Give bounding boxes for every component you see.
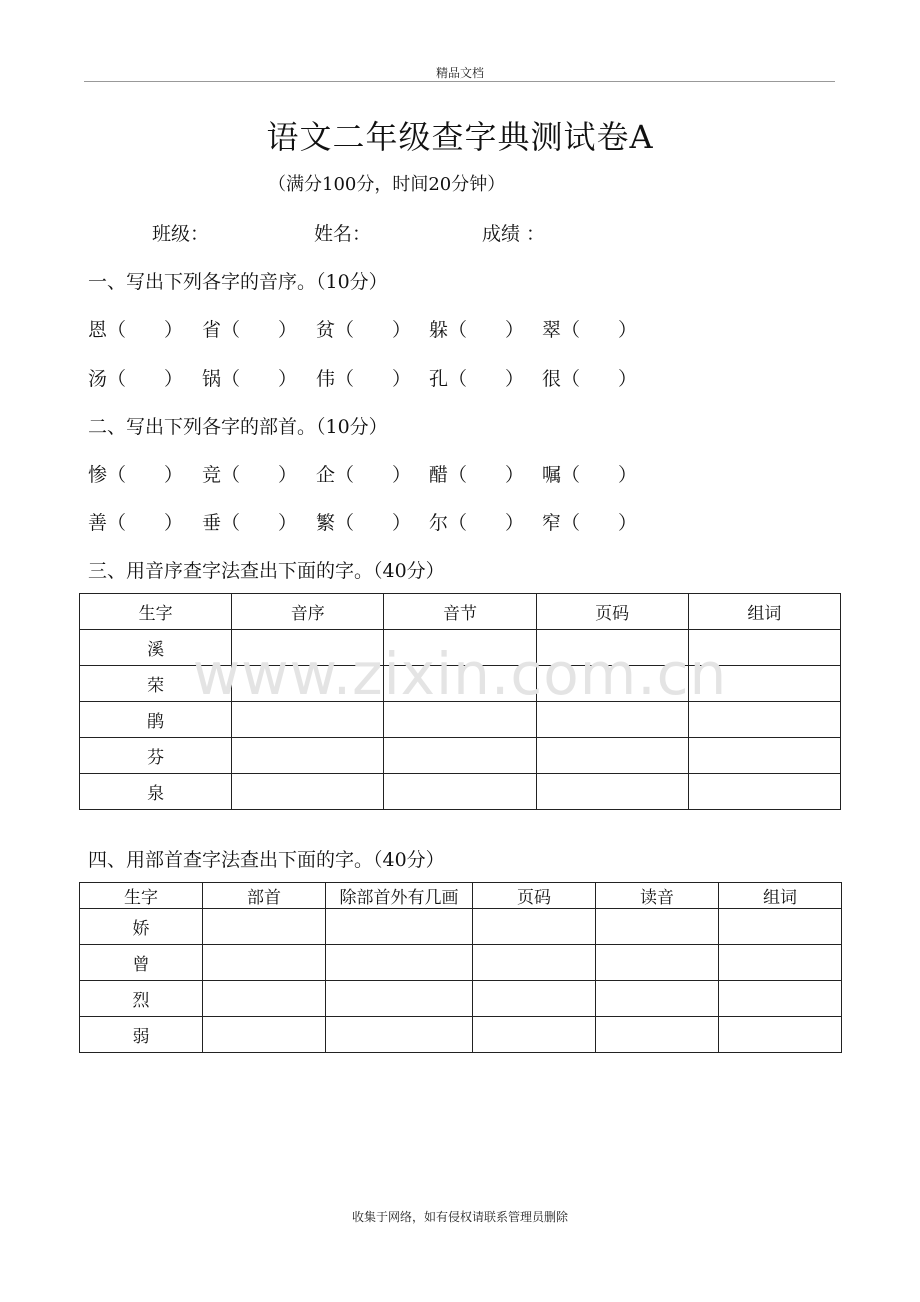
character-cell: 荣 xyxy=(80,666,232,702)
answer-item: 省（ ） xyxy=(202,319,298,341)
column-header: 除部首外有几画 xyxy=(326,883,473,909)
character-cell: 芬 xyxy=(80,738,232,774)
score-label: 成绩 ： xyxy=(482,223,546,245)
answer-cell[interactable] xyxy=(384,738,536,774)
answer-item: 很（ ） xyxy=(542,368,638,390)
answer-cell[interactable] xyxy=(536,774,688,810)
answer-cell[interactable] xyxy=(326,1017,473,1053)
answer-cell[interactable] xyxy=(203,945,326,981)
class-label: 班级： xyxy=(152,223,210,245)
answer-item: 善（ ） xyxy=(88,512,184,534)
column-header: 生字 xyxy=(80,594,232,630)
character-cell: 弱 xyxy=(80,1017,203,1053)
section-4-heading: 四、用部首查字法查出下面的字。（40分） xyxy=(88,849,445,871)
answer-cell[interactable] xyxy=(203,1017,326,1053)
radical-lookup-table xyxy=(79,882,842,1053)
answer-cell[interactable] xyxy=(203,981,326,1017)
character-cell: 曾 xyxy=(80,945,203,981)
page-title: 语文二年级查字典测试卷A xyxy=(266,118,654,156)
answer-item: 企（ ） xyxy=(316,464,412,486)
answer-item: 汤（ ） xyxy=(88,368,184,390)
section-2-heading: 二、写出下列各字的部首。（10分） xyxy=(88,416,388,438)
answer-item: 惨（ ） xyxy=(88,464,184,486)
column-header: 页码 xyxy=(536,594,688,630)
character-cell: 溪 xyxy=(80,630,232,666)
table-row xyxy=(80,909,842,945)
answer-cell[interactable] xyxy=(203,909,326,945)
answer-cell[interactable] xyxy=(473,945,596,981)
section-1-heading: 一、写出下列各字的音序。（10分） xyxy=(88,271,388,293)
column-header: 生字 xyxy=(80,883,203,909)
answer-item: 尔（ ） xyxy=(429,512,525,534)
answer-cell[interactable] xyxy=(596,945,719,981)
answer-item: 锅（ ） xyxy=(202,368,298,390)
answer-item: 繁（ ） xyxy=(316,512,412,534)
answer-cell[interactable] xyxy=(326,909,473,945)
answer-item: 垂（ ） xyxy=(202,512,298,534)
column-header: 组词 xyxy=(719,883,842,909)
column-header: 组词 xyxy=(688,594,840,630)
page-subtitle: （满分100分，时间20分钟） xyxy=(268,174,506,195)
header-divider xyxy=(84,81,835,82)
answer-cell[interactable] xyxy=(719,909,842,945)
page-header: 精品文档 xyxy=(435,66,484,80)
answer-cell[interactable] xyxy=(688,774,840,810)
answer-cell[interactable] xyxy=(596,1017,719,1053)
character-cell: 鹃 xyxy=(80,702,232,738)
table-row xyxy=(80,774,841,810)
answer-cell[interactable] xyxy=(719,981,842,1017)
answer-cell[interactable] xyxy=(232,738,384,774)
answer-item: 躲（ ） xyxy=(429,319,525,341)
answer-cell[interactable] xyxy=(473,909,596,945)
answer-cell[interactable] xyxy=(596,909,719,945)
answer-cell[interactable] xyxy=(719,945,842,981)
answer-cell[interactable] xyxy=(536,738,688,774)
answer-cell[interactable] xyxy=(473,1017,596,1053)
answer-item: 贫（ ） xyxy=(316,319,412,341)
section-3-heading: 三、用音序查字法查出下面的字。（40分） xyxy=(88,560,445,582)
table-row xyxy=(80,945,842,981)
column-header: 部首 xyxy=(203,883,326,909)
answer-item: 翠（ ） xyxy=(542,319,638,341)
answer-item: 伟（ ） xyxy=(316,368,412,390)
answer-item: 窄（ ） xyxy=(542,512,638,534)
column-header: 读音 xyxy=(596,883,719,909)
answer-item: 恩（ ） xyxy=(88,319,184,341)
character-cell: 泉 xyxy=(80,774,232,810)
table-row xyxy=(80,738,841,774)
answer-cell[interactable] xyxy=(232,774,384,810)
answer-cell[interactable] xyxy=(326,945,473,981)
page-footer: 收集于网络，如有侵权请联系管理员删除 xyxy=(351,1210,568,1224)
watermark: www.zixin.com.cn xyxy=(192,640,728,708)
answer-item: 竞（ ） xyxy=(202,464,298,486)
answer-item: 孔（ ） xyxy=(429,368,525,390)
name-label: 姓名： xyxy=(314,223,372,245)
column-header: 音节 xyxy=(384,594,536,630)
answer-cell[interactable] xyxy=(384,774,536,810)
character-cell: 娇 xyxy=(80,909,203,945)
answer-cell[interactable] xyxy=(719,1017,842,1053)
answer-cell[interactable] xyxy=(473,981,596,1017)
table-row xyxy=(80,1017,842,1053)
character-cell: 烈 xyxy=(80,981,203,1017)
answer-cell[interactable] xyxy=(596,981,719,1017)
answer-item: 嘱（ ） xyxy=(542,464,638,486)
answer-cell[interactable] xyxy=(326,981,473,1017)
answer-cell[interactable] xyxy=(688,738,840,774)
column-header: 页码 xyxy=(473,883,596,909)
table-row xyxy=(80,981,842,1017)
column-header: 音序 xyxy=(232,594,384,630)
answer-item: 醋（ ） xyxy=(429,464,525,486)
